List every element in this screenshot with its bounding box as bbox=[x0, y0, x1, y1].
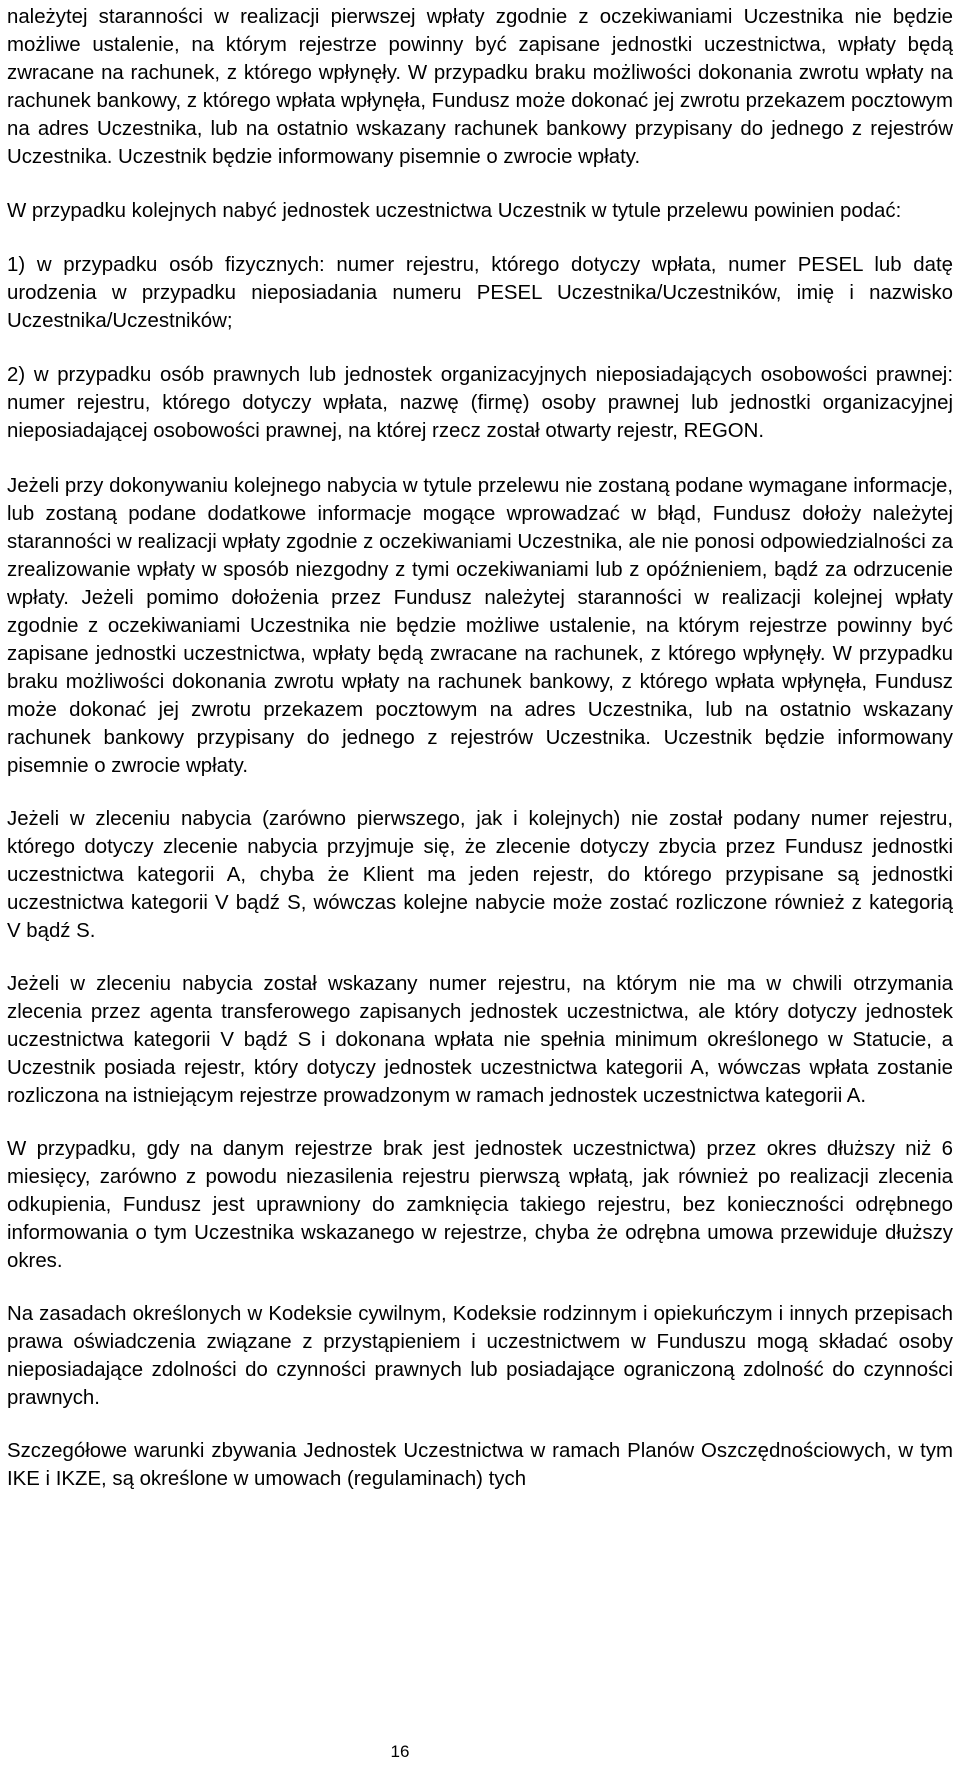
paragraph-savings-plans: Szczegółowe warunki zbywania Jednostek Uczestnictwa w ramach Planów Oszczędnościowych, w tym IKE i IKZE, są określone w umowach (regulaminach) tych bbox=[7, 1440, 953, 1490]
paragraph-legal-capacity: Na zasadach określonych w Kodeksie cywilnym, Kodeksie rodzinnym i opiekuńczym i innych przepisach prawa oświadczenia związane z przystąpieniem i uczestnictwem w Funduszu mogą składać osoby nieposiadające zdolności do czynności prawnych lub posiadające ograniczoną zdolność do czynności prawnych. bbox=[7, 1303, 953, 1409]
paragraph-register-category: Jeżeli w zleceniu nabycia został wskazany numer rejestru, na którym nie ma w chwili otrzymania zlecenia przez agenta transferowego zapisanych jednostek uczestnictwa, ale który dotyczy jednostek uczestnictwa kategorii V bądź S i dokonana wpłata nie spełnia minimum określonego w Statucie, a Uczestnik posiada rejestr, który dotyczy jednostek uczestnictwa kategorii A, wówczas wpłata zostanie rozliczona na istniejącym rejestrze prowadzonym w ramach jednostek uczestnictwa kategorii A. bbox=[7, 973, 953, 1107]
paragraph-refund-first-payment: należytej staranności w realizacji pierwszej wpłaty zgodnie z oczekiwaniami Uczestnika nie będzie możliwe ustalenie, na którym rejestrze powinny być zapisane jednostki uczestnictwa, wpłaty będą zwracane na rachunek, z którego wpłynęły. W przypadku braku możliwości dokonania zwrotu wpłaty na rachunek bankowy, z którego wpłata wpłynęła, Fundusz może dokonać jej zwrotu przekazem pocztowym na adres Uczestnika, lub na ostatnio wskazany rachunek bankowy przypisany do jednego z rejestrów Uczestnika. Uczestnik będzie informowany pisemnie o zwrocie wpłaty. bbox=[7, 6, 953, 168]
page-number: 16 bbox=[390, 1742, 410, 1761]
paragraph-register-closing: W przypadku, gdy na danym rejestrze brak jest jednostek uczestnictwa) przez okres dłuższy niż 6 miesięcy, zarówno z powodu niezasilenia rejestru pierwszą wpłatą, jak również po realizacji zlecenia odkupienia, Fundusz jest uprawniony do zamknięcia takiego rejestru, bez konieczności odrębnego informowania o tym Uczestnika wskazanego w rejestrze, chyba że odrębna umowa przewiduje dłuższy okres. bbox=[7, 1138, 953, 1272]
paragraph-missing-information: Jeżeli przy dokonywaniu kolejnego nabycia w tytule przelewu nie zostaną podane wymagane informacje, lub zostaną podane dodatkowe informacje mogące wprowadzać w błąd, Fundusz dołoży należytej staranności w realizacji wpłaty zgodnie z oczekiwaniami Uczestnika, ale nie ponosi odpowiedzialności za zrealizowanie wpłaty w sposób niezgodny z tymi oczekiwaniami lub z opóźnieniem, bądź za odrzucenie wpłaty. Jeżeli pomimo dołożenia przez Fundusz należytej staranności w realizacji kolejnej wpłaty zgodnie z oczekiwaniami Uczestnika nie będzie możliwe ustalenie, na którym rejestrze powinny być zapisane jednostki uczestnictwa, wpłaty będą zwracane na rachunek, z którego wpłynęły. W przypadku braku możliwości dokonania zwrotu wpłaty na rachunek bankowy, z którego wpłata wpłynęła, Fundusz może dokonać jej zwrotu przekazem pocztowym na adres Uczestnika, lub na ostatnio wskazany rachunek bankowy przypisany do jednego z rejestrów Uczestnika. Uczestnik będzie informowany pisemnie o zwrocie wpłaty. bbox=[7, 475, 953, 777]
paragraph-natural-persons: 1) w przypadku osób fizycznych: numer rejestru, którego dotyczy wpłata, numer PESEL lub datę urodzenia w przypadku nieposiadania numeru PESEL Uczestnika/Uczestników, imię i nazwisko Uczestnika/Uczestników; bbox=[7, 254, 953, 332]
paragraph-legal-persons: 2) w przypadku osób prawnych lub jednostek organizacyjnych nieposiadających osobowości prawnej: numer rejestru, którego dotyczy wpłata, nazwę (firmę) osoby prawnej lub jednostki organizacyjnej nieposiadającej osobowości prawnej, na której rzecz został otwarty rejestr, REGON. bbox=[7, 364, 953, 442]
paragraph-no-register-number: Jeżeli w zleceniu nabycia (zarówno pierwszego, jak i kolejnych) nie został podany numer rejestru, którego dotyczy zlecenie nabycia przyjmuje się, że zlecenie dotyczy zbycia przez Fundusz jednostki uczestnictwa kategorii A, chyba że Klient ma jeden rejestr, do którego przypisane są jednostki uczestnictwa kategorii V bądź S, wówczas kolejne nabycie może zostać rozliczone również z kategorią V bądź S. bbox=[7, 808, 953, 942]
paragraph-subsequent-purchase-title: W przypadku kolejnych nabyć jednostek uczestnictwa Uczestnik w tytule przelewu powinien podać: bbox=[7, 200, 902, 222]
document-body bbox=[7, 0, 953, 1493]
